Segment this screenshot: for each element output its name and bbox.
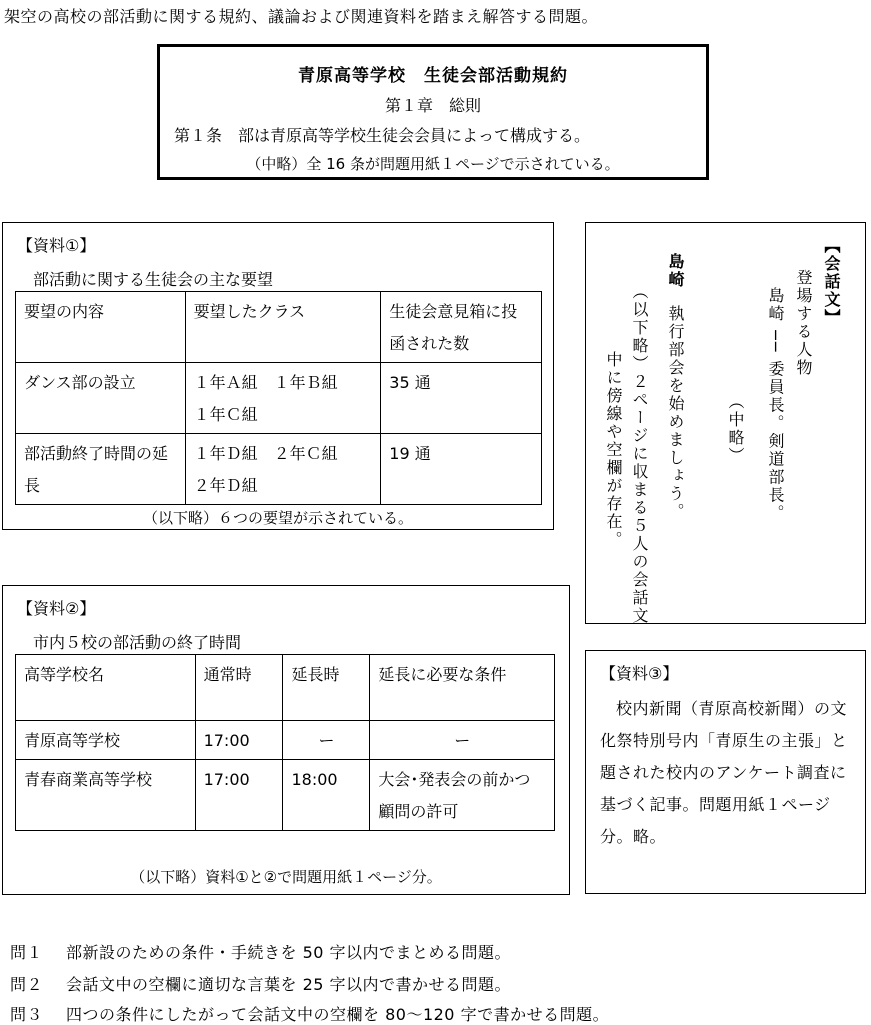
table-cell: ー xyxy=(370,721,555,760)
table-cell: ダンス部の設立 xyxy=(16,363,186,434)
table-cell: 青春商業高等学校 xyxy=(16,760,196,831)
table-row xyxy=(16,363,542,434)
intro-text: 架空の高校の部活動に関する規約、議論および関連資料を踏まえ解答する問題。 xyxy=(4,7,599,26)
table-header-cell: 高等学校名 xyxy=(16,655,196,721)
table-row xyxy=(16,434,542,505)
rules-box xyxy=(157,44,709,180)
table-header-row xyxy=(16,655,555,721)
question-number: 問１ xyxy=(10,943,44,962)
table-header-cell: 通常時 xyxy=(195,655,283,721)
table-header-cell: 延長時 xyxy=(283,655,370,721)
table-header-cell: 延長に必要な条件 xyxy=(370,655,555,721)
table-header-cell: 生徒会意見箱に投函された数 xyxy=(381,292,542,363)
conversation-note-line1: （以下略）２ページに収まる５人の会話文 xyxy=(630,283,649,625)
table-cell: １年Ｄ組 ２年Ｃ組 ２年Ｄ組 xyxy=(185,434,381,505)
rules-title: 青原高等学校 生徒会部活動規約 xyxy=(298,66,568,86)
table-row xyxy=(16,721,555,760)
question-text: 四つの条件にしたがって会話文中の空欄を 80〜120 字で書かせる問題。 xyxy=(66,1005,610,1024)
table-cell: 18:00 xyxy=(283,760,370,831)
question-item xyxy=(10,972,511,995)
table-header-row xyxy=(16,292,542,363)
material1-table xyxy=(15,291,542,505)
material3-heading: 【資料③】 xyxy=(600,664,679,683)
material1-subtitle: 部活動に関する生徒会の主な要望 xyxy=(33,270,274,289)
table-cell: 部活動終了時間の延長 xyxy=(16,434,186,505)
conversation-box xyxy=(585,222,866,624)
question-number: 問２ xyxy=(10,975,44,994)
material2-footer: （以下略）資料①と②で問題用紙１ページ分。 xyxy=(130,868,442,886)
question-item xyxy=(10,940,511,963)
conversation-note-line2: 中に傍線や空欄が存在。 xyxy=(604,351,623,549)
conversation-speech: 執行部会を始めましょう。 xyxy=(666,305,685,521)
table-cell: 19 通 xyxy=(381,434,542,505)
table-cell: ー xyxy=(283,721,370,760)
material3-box xyxy=(585,650,866,894)
rules-note: （中略）全 16 条が問題用紙１ページで示されている。 xyxy=(246,155,620,173)
conversation-heading: 【会話文】 xyxy=(822,237,841,327)
question-number: 問３ xyxy=(10,1005,44,1024)
table-cell: 大会･発表会の前かつ顧問の許可 xyxy=(370,760,555,831)
conversation-characters-label: 登場する人物 xyxy=(794,269,813,377)
conversation-speaker: 島崎 xyxy=(666,253,685,289)
table-cell: 青原高等学校 xyxy=(16,721,196,760)
table-cell: 35 通 xyxy=(381,363,542,434)
rules-chapter: 第１章 総則 xyxy=(384,96,481,115)
material3-body: 校内新聞（青原高校新聞）の文化祭特別号内「青原生の主張」と題された校内のアンケート調査に基づく記事。問題用紙１ページ分。略。 xyxy=(600,699,848,846)
question-item xyxy=(10,1002,609,1025)
material2-heading: 【資料②】 xyxy=(17,599,96,618)
material2-subtitle: 市内５校の部活動の終了時間 xyxy=(33,633,242,652)
table-cell: １年Ａ組 １年Ｂ組 １年Ｃ組 xyxy=(185,363,381,434)
table-header-cell: 要望の内容 xyxy=(16,292,186,363)
material1-heading: 【資料①】 xyxy=(17,236,96,255)
material2-box xyxy=(2,585,570,895)
material1-footer: （以下略）６つの要望が示されている。 xyxy=(142,509,413,527)
question-text: 会話文中の空欄に適切な言葉を 25 字以内で書かせる問題。 xyxy=(66,975,512,994)
table-cell: 17:00 xyxy=(195,760,283,831)
table-header-cell: 要望したクラス xyxy=(185,292,381,363)
conversation-character-line: 島崎 ── 委員長。剣道部長。 xyxy=(766,287,785,523)
rules-article: 第１条 部は青原高等学校生徒会会員によって構成する。 xyxy=(174,126,591,145)
question-text: 部新設のための条件・手続きを 50 字以内でまとめる問題。 xyxy=(66,943,512,962)
material2-table xyxy=(15,654,555,831)
table-cell: 17:00 xyxy=(195,721,283,760)
material1-box xyxy=(2,222,554,530)
table-row xyxy=(16,760,555,831)
conversation-omitted: （中略） xyxy=(726,393,745,465)
